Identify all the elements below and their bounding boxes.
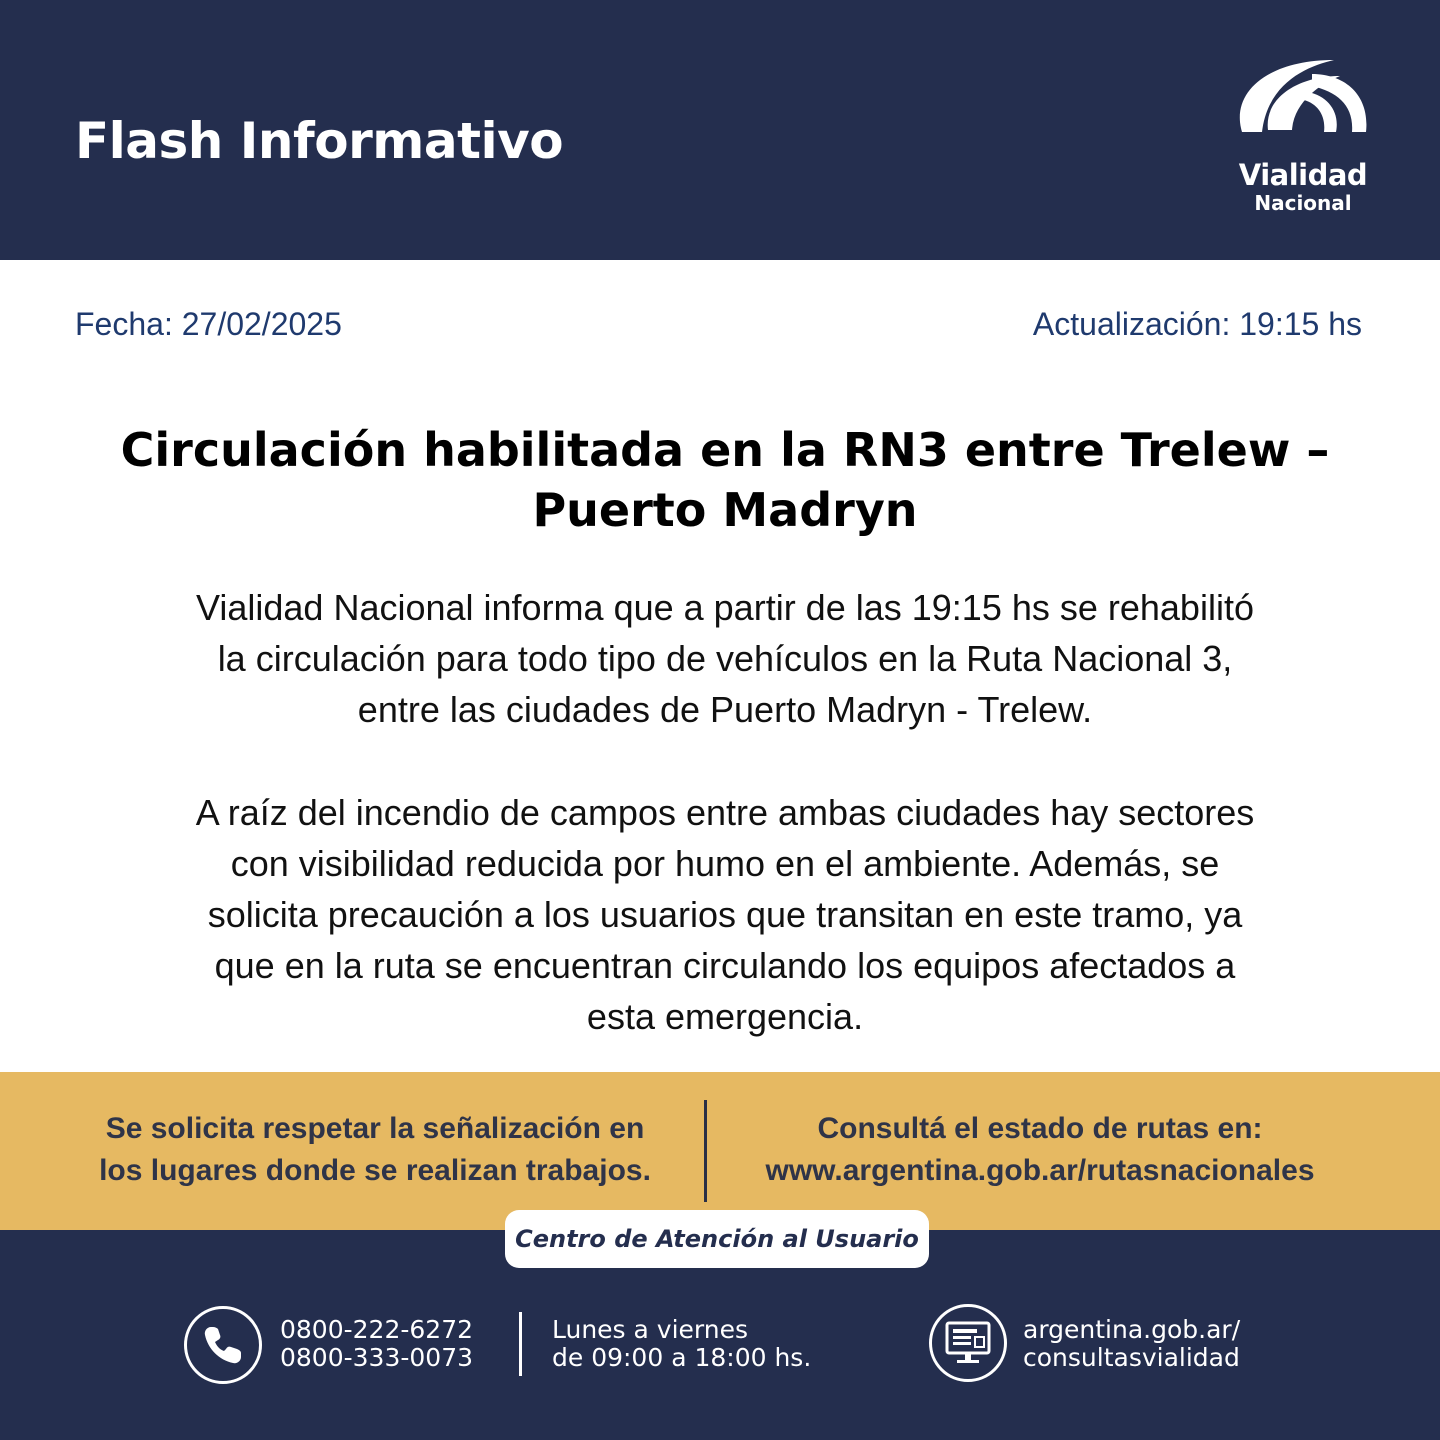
phone-numbers [280, 1316, 473, 1372]
body-paragraph-1 [130, 582, 1320, 735]
body-paragraph-2 [130, 787, 1320, 1042]
update-time-label: Actualización: 19:15 hs [1032, 306, 1362, 342]
phone-number[interactable]: 0800-333-0073 [280, 1343, 474, 1372]
website-line[interactable]: argentina.gob.ar/ [1023, 1315, 1241, 1344]
opening-hours [552, 1316, 811, 1372]
website-line[interactable]: consultasvialidad [1023, 1343, 1240, 1372]
paragraph-line: esta emergencia. [586, 996, 864, 1037]
routes-status-line: Consultá el estado de rutas en: [817, 1112, 1263, 1145]
paragraph-line: Vialidad Nacional informa que a partir de las 19:15 hs se rehabilitó [196, 587, 1254, 628]
signage-notice-line: los lugares donde se realizan trabajos. [99, 1154, 651, 1187]
phone-number[interactable]: 0800-222-6272 [280, 1315, 474, 1344]
routes-status-notice [720, 1108, 1360, 1192]
logo-subtitle: Nacional [1254, 191, 1352, 215]
headline [120, 420, 1330, 540]
date-label: Fecha: 27/02/2025 [75, 306, 342, 342]
consultation-website[interactable] [1023, 1316, 1240, 1372]
vialidad-logo [1228, 52, 1378, 222]
logo-name: Vialidad [1238, 158, 1368, 192]
hours-line: de 09:00 a 18:00 hs. [552, 1343, 812, 1372]
headline-line: Circulación habilitada en la RN3 entre Trelew – [120, 423, 1330, 477]
vialidad-logo-icon [1228, 52, 1378, 158]
paragraph-line: A raíz del incendio de campos entre ambas ciudades hay sectores [195, 792, 1255, 833]
user-service-center-badge: Centro de Atención al Usuario [505, 1210, 929, 1268]
footer [0, 1225, 1440, 1440]
hours-line: Lunes a viernes [552, 1315, 749, 1344]
paragraph-line: solicita precaución a los usuarios que transitan en este tramo, ya [207, 894, 1243, 935]
paragraph-line: la circulación para todo tipo de vehículos en la Ruta Nacional 3, [217, 638, 1233, 679]
routes-status-url[interactable]: www.argentina.gob.ar/rutasnacionales [765, 1154, 1315, 1187]
band-divider [704, 1100, 707, 1202]
page-title: Flash Informativo [75, 112, 564, 170]
header [0, 0, 1440, 260]
phone-icon [184, 1306, 262, 1384]
headline-line: Puerto Madryn [532, 483, 918, 537]
web-computer-icon [929, 1304, 1007, 1382]
signage-notice-line: Se solicita respetar la señalización en [105, 1112, 645, 1145]
notice-band [0, 1072, 1440, 1230]
footer-divider [519, 1312, 522, 1376]
paragraph-line: que en la ruta se encuentran circulando los equipos afectados a [214, 945, 1236, 986]
paragraph-line: entre las ciudades de Puerto Madryn - Trelew. [357, 689, 1093, 730]
paragraph-line: con visibilidad reducida por humo en el ambiente. Además, se [230, 843, 1220, 884]
signage-notice [60, 1108, 690, 1192]
